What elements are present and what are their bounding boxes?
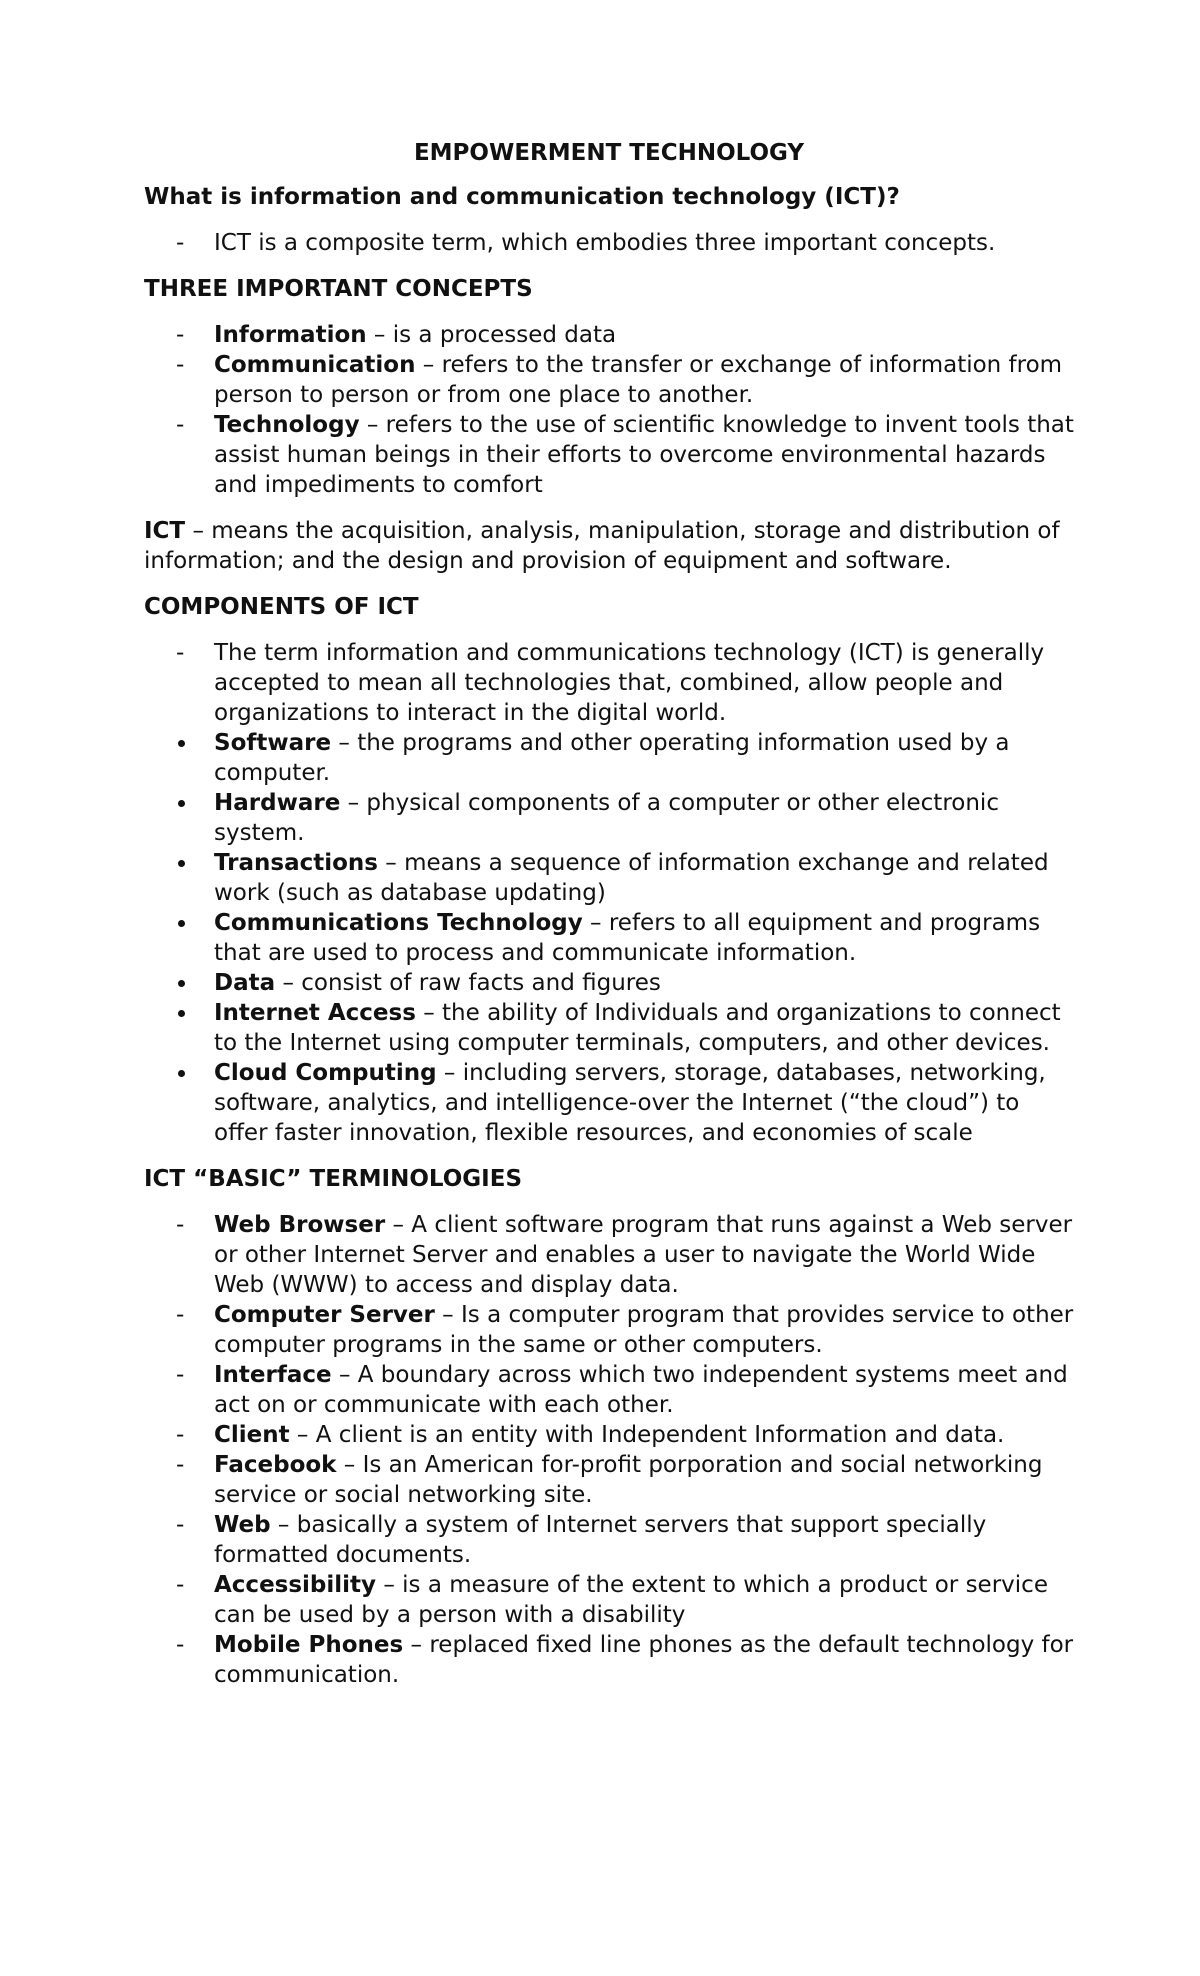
ict-question-heading: What is information and communication technology (ICT)?: [144, 184, 900, 210]
list-item: [144, 1058, 1074, 1148]
item-term: Computer Server: [214, 1302, 435, 1328]
list-item: [144, 1300, 1074, 1360]
dash-marker: -: [176, 1362, 185, 1388]
item-term: Communication: [214, 352, 416, 378]
list-item: [144, 638, 1074, 728]
item-desc: – including servers, storage, databases, networking, software, analytics, and intelligence-over the Internet (“the cloud”) to offer faster innovation, flexible resources, and economies of scale: [214, 1060, 1046, 1146]
list-item: [144, 1450, 1074, 1510]
list-item: [144, 410, 1074, 500]
item-desc: – refers to all equipment and programs that are used to process and communicate information.: [214, 910, 1041, 966]
item-desc: – means a sequence of information exchange and related work (such as database updating): [214, 850, 1049, 906]
list-item: [144, 998, 1074, 1058]
item-term: Cloud Computing: [214, 1060, 437, 1086]
list-item: [144, 728, 1074, 788]
components-heading: COMPONENTS OF ICT: [144, 594, 419, 620]
item-desc: – refers to the use of scientific knowledge to invent tools that assist human beings in their efforts to overcome environmental hazards and impediments to comfort: [214, 412, 1074, 498]
item-desc: – Is a computer program that provides service to other computer programs in the same or other computers.: [214, 1302, 1074, 1358]
item-desc: – is a measure of the extent to which a product or service can be used by a person with a disability: [214, 1572, 1048, 1628]
dash-marker: -: [176, 1572, 185, 1598]
item-desc: – the programs and other operating information used by a computer.: [214, 730, 1010, 786]
item-term: Hardware: [214, 790, 341, 816]
definition-term: ICT: [144, 518, 186, 544]
item-term: Internet Access: [214, 1000, 416, 1026]
item-term: Software: [214, 730, 332, 756]
item-desc: – replaced fixed line phones as the default technology for communication.: [214, 1632, 1074, 1688]
item-desc: – Is an American for-profit porporation and social networking service or social networking site.: [214, 1452, 1043, 1508]
terminologies-list: [144, 1210, 1074, 1690]
intro-list: [144, 228, 1074, 258]
list-item: [144, 1630, 1074, 1690]
item-desc: – A client software program that runs against a Web server or other Internet Server and enables a user to navigate the World Wide Web (WWW) to access and display data.: [214, 1212, 1073, 1298]
document-page: [144, 138, 1074, 1706]
bullet-marker: [178, 1070, 185, 1077]
list-item: [144, 1210, 1074, 1300]
item-desc: – A client is an entity with Independent Information and data.: [289, 1422, 1005, 1448]
item-term: Facebook: [214, 1452, 337, 1478]
bullet-marker: [178, 920, 185, 927]
item-term: Accessibility: [214, 1572, 377, 1598]
list-item: [144, 320, 1074, 350]
components-list: [144, 638, 1074, 1148]
item-term: Client: [214, 1422, 290, 1448]
definition-desc: – means the acquisition, analysis, manipulation, storage and distribution of information; and the design and provision of equipment and software.: [144, 518, 1060, 574]
item-term: Interface: [214, 1362, 332, 1388]
item-desc: – consist of raw facts and figures: [275, 970, 661, 996]
list-item: [144, 1420, 1074, 1450]
list-item: [144, 908, 1074, 968]
item-term: Technology: [214, 412, 360, 438]
dash-marker: -: [176, 322, 185, 348]
list-item: [144, 968, 1074, 998]
item-text: ICT is a composite term, which embodies three important concepts.: [214, 230, 996, 256]
item-desc: – basically a system of Internet servers that support specially formatted documents.: [214, 1512, 987, 1568]
list-item: [144, 228, 1074, 258]
dash-marker: -: [176, 640, 185, 666]
item-desc: – physical components of a computer or other electronic system.: [214, 790, 999, 846]
dash-marker: -: [176, 412, 185, 438]
item-desc: – refers to the transfer or exchange of information from person to person or from one place to another.: [214, 352, 1063, 408]
concepts-list: [144, 320, 1074, 500]
dash-marker: -: [176, 1212, 185, 1238]
bullet-marker: [178, 740, 185, 747]
item-desc: – the ability of Individuals and organizations to connect to the Internet using computer terminals, computers, and other devices.: [214, 1000, 1061, 1056]
list-item: [144, 788, 1074, 848]
dash-marker: -: [176, 1632, 185, 1658]
list-item: [144, 848, 1074, 908]
list-item: [144, 1570, 1074, 1630]
document-title: EMPOWERMENT TECHNOLOGY: [413, 140, 805, 166]
ict-definition: [144, 516, 1074, 576]
item-term: Web Browser: [214, 1212, 386, 1238]
item-desc: – A boundary across which two independent systems meet and act on or communicate with each other.: [214, 1362, 1068, 1418]
item-term: Web: [214, 1512, 271, 1538]
list-item: [144, 1360, 1074, 1420]
item-term: Data: [214, 970, 276, 996]
item-term: Information: [214, 322, 367, 348]
item-text: The term information and communications technology (ICT) is generally accepted to mean all technologies that, combined, allow people and organizations to interact in the digital world.: [214, 640, 1045, 726]
bullet-marker: [178, 1010, 185, 1017]
dash-marker: -: [176, 1302, 185, 1328]
item-desc: – is a processed data: [366, 322, 617, 348]
bullet-marker: [178, 860, 185, 867]
dash-marker: -: [176, 352, 185, 378]
bullet-marker: [178, 800, 185, 807]
dash-marker: -: [176, 1452, 185, 1478]
dash-marker: -: [176, 1512, 185, 1538]
dash-marker: -: [176, 230, 185, 256]
list-item: [144, 350, 1074, 410]
concepts-heading: THREE IMPORTANT CONCEPTS: [144, 276, 533, 302]
dash-marker: -: [176, 1422, 185, 1448]
item-term: Mobile Phones: [214, 1632, 404, 1658]
bullet-marker: [178, 980, 185, 987]
terminologies-heading: ICT “BASIC” TERMINOLOGIES: [144, 1166, 523, 1192]
item-term: Transactions: [214, 850, 378, 876]
list-item: [144, 1510, 1074, 1570]
item-term: Communications Technology: [214, 910, 583, 936]
